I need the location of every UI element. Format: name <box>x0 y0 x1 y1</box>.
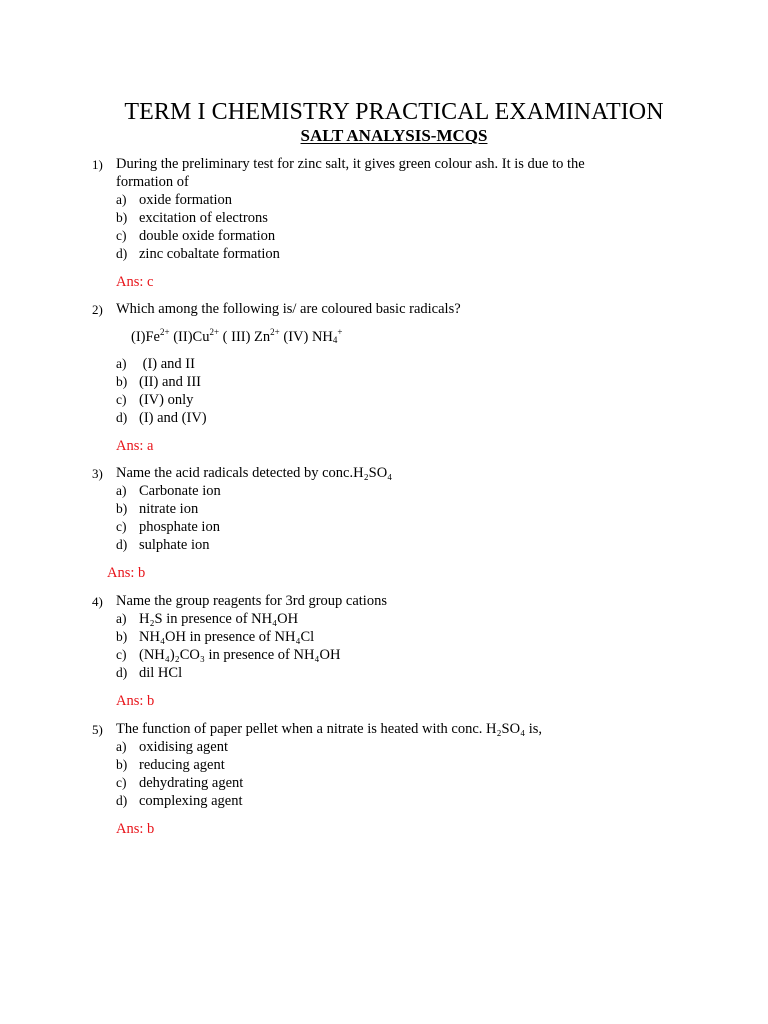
option-text: nitrate ion <box>139 501 199 517</box>
answer-label: Ans: b <box>107 565 146 581</box>
option-text: reducing agent <box>139 757 225 773</box>
question-text: The function of paper pellet when a nitrate is heated with conc. H₂SO₄ is, <box>116 721 543 737</box>
option-text: (I) and II <box>139 356 195 372</box>
option-letter: d) <box>116 537 128 552</box>
option-letter: d) <box>116 665 128 680</box>
option-letter: b) <box>116 374 128 389</box>
question-number: 2) <box>92 302 103 317</box>
option-letter: d) <box>116 246 128 261</box>
option-text: complexing agent <box>139 793 243 809</box>
option-letter: c) <box>116 519 127 534</box>
option-letter: b) <box>116 629 128 644</box>
answer-label: Ans: a <box>116 438 154 454</box>
question-number: 1) <box>92 157 103 172</box>
question-text: Which among the following is/ are coloured basic radicals? <box>116 301 461 317</box>
question-number: 3) <box>92 466 103 481</box>
option-text: (II) and III <box>139 374 201 390</box>
question-text: Name the group reagents for 3rd group cations <box>116 593 387 609</box>
answer-label: Ans: b <box>116 821 155 837</box>
option-text: (IV) only <box>139 392 194 408</box>
option-text: phosphate ion <box>139 519 220 535</box>
option-text: H₂S in presence of NH₄OH <box>139 611 299 627</box>
option-letter: a) <box>116 611 127 626</box>
option-letter: c) <box>116 647 127 662</box>
option-text: dil HCl <box>139 665 183 681</box>
option-letter: b) <box>116 210 128 225</box>
option-text: double oxide formation <box>139 228 276 244</box>
option-letter: c) <box>116 775 127 790</box>
option-letter: a) <box>116 739 127 754</box>
radicals-formula: $(I)Fe^{2+}$ $(II)Cu^{2+}$ ( III) $Zn^{2+}$ (IV) $NH_4^+$ <box>131 327 343 345</box>
option-letter: b) <box>116 757 128 772</box>
option-text: Carbonate ion <box>139 483 221 499</box>
option-text: excitation of electrons <box>139 210 268 226</box>
option-text: (I) and (IV) <box>139 410 207 426</box>
option-text: (NH₄)₂CO₃ in presence of NH₄OH <box>139 647 341 663</box>
answer-label: Ans: b <box>116 693 155 709</box>
option-text: NH₄OH in presence of NH₄Cl <box>139 629 315 645</box>
option-letter: d) <box>116 410 128 425</box>
option-letter: b) <box>116 501 128 516</box>
option-letter: a) <box>116 192 127 207</box>
page-title: TERM I CHEMISTRY PRACTICAL EXAMINATION <box>124 99 664 125</box>
option-letter: d) <box>116 793 128 808</box>
question-text: During the preliminary test for zinc salt, it gives green colour ash. It is due to the formation of <box>116 156 585 190</box>
page-subtitle: SALT ANALYSIS-MCQS <box>300 126 488 145</box>
option-text: sulphate ion <box>139 537 210 553</box>
option-letter: a) <box>116 356 127 371</box>
option-letter: a) <box>116 483 127 498</box>
option-text: zinc cobaltate formation <box>139 246 280 262</box>
option-letter: c) <box>116 228 127 243</box>
answer-label: Ans: c <box>116 274 154 290</box>
question-number: 4) <box>92 594 103 609</box>
option-text: oxide formation <box>139 192 233 208</box>
option-letter: c) <box>116 392 127 407</box>
option-text: dehydrating agent <box>139 775 244 791</box>
question-text: Name the acid radicals detected by conc.H₂SO₄ <box>116 465 393 481</box>
option-text: oxidising agent <box>139 739 229 755</box>
question-number: 5) <box>92 722 103 737</box>
